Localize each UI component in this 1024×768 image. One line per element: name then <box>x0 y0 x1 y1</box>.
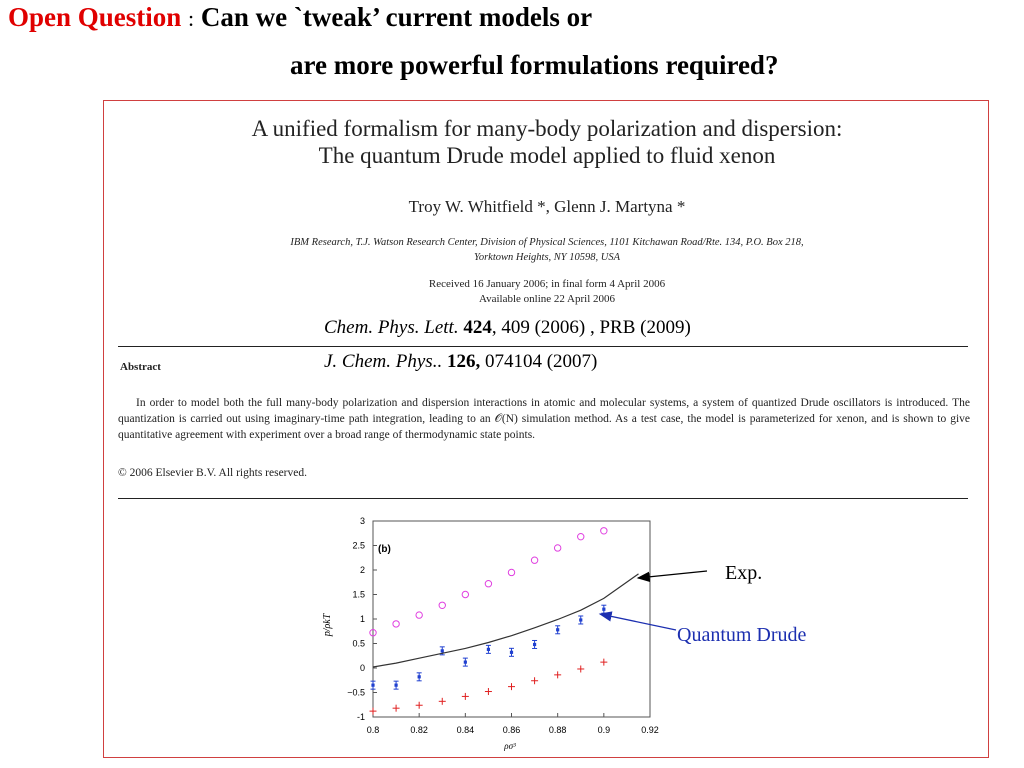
x-tick-label: 0.92 <box>641 725 659 735</box>
x-tick-label: 0.82 <box>410 725 428 735</box>
affiliation-line2: Yorktown Heights, NY 10598, USA <box>473 252 621 263</box>
point-dot <box>464 661 467 664</box>
received-line1: Received 16 January 2006; in final form 4 April 2006 <box>428 278 666 290</box>
title-colon: : <box>188 6 195 31</box>
x-tick-label: 0.8 <box>366 725 380 735</box>
citation1-journal: Chem. Phys. Lett. <box>324 317 459 338</box>
exp-annotation: Exp. <box>725 562 763 584</box>
y-tick-label: 0.5 <box>352 638 365 649</box>
abstract-text: In order to model both the full many-body polarization and dispersion interactions in atomic and molecular systems, a system of quantized Drude oscillators is introduced. The quantization is carried out using imaginary-time path integration, leading to an 𝒪(N) simulation method. As a test case, the model is parameterized for xenon, and is shown to give quantitative agreement with experiment over a broad range of thermodynamic state points. <box>118 397 970 441</box>
y-axis-label: p/ρkT <box>322 613 333 637</box>
x-tick-label: 0.84 <box>456 725 475 735</box>
y-tick-label: 0 <box>359 663 365 673</box>
y-tick-label: −0.5 <box>347 687 365 698</box>
copyright-line: © 2006 Elsevier B.V. All rights reserved. <box>118 467 307 479</box>
y-tick-label: 1 <box>359 614 365 624</box>
y-tick-label: 2 <box>359 565 365 575</box>
point-dot <box>394 684 397 687</box>
panel-label: (b) <box>378 544 391 555</box>
citation2-volume: 126, <box>446 351 481 372</box>
x-axis-label: ρσ³ <box>504 741 516 751</box>
citation1-volume: 424 <box>463 317 492 338</box>
point-dot <box>487 648 490 651</box>
x-tick-label: 0.88 <box>548 725 567 735</box>
point-dot <box>579 618 582 621</box>
x-tick-label: 0.9 <box>597 725 611 735</box>
open-question-label: Open Question <box>8 2 182 32</box>
point-dot <box>418 675 421 678</box>
quantum-drude-annotation: Quantum Drude <box>677 624 807 646</box>
citation2-journal: J. Chem. Phys.. <box>324 351 443 372</box>
abstract-heading: Abstract <box>120 361 161 373</box>
y-tick-label: -1 <box>356 712 365 722</box>
citation1-prb: PRB (2009) <box>599 317 691 338</box>
y-tick-label: 1.5 <box>352 589 365 600</box>
point-dot <box>533 643 536 646</box>
point-dot <box>510 651 513 654</box>
paper-title-line1: A unified formalism for many-body polarization and dispersion: <box>251 116 843 141</box>
paper-authors: Troy W. Whitfield *, Glenn J. Martyna * <box>408 197 686 216</box>
point-dot <box>602 608 605 611</box>
y-tick-label: 3 <box>359 516 365 526</box>
point-dot <box>441 649 444 652</box>
citation2-pages: 074104 (2007) <box>480 351 598 372</box>
affiliation-line1: IBM Research, T.J. Watson Research Center, Division of Physical Sciences, 1101 Kitchawan Road/Rte. 134, P.O. Box 218, <box>290 237 804 248</box>
point-dot <box>371 684 374 687</box>
citation1-pages: , 409 (2006) <box>491 317 586 338</box>
point-dot <box>556 628 559 631</box>
slide-title-line2: are more powerful formulations required? <box>290 50 779 80</box>
received-line2: Available online 22 April 2006 <box>478 293 616 305</box>
x-tick-label: 0.86 <box>502 725 521 735</box>
citation1-sep: , <box>585 317 600 338</box>
paper-title-line2: The quantum Drude model applied to fluid xenon <box>318 143 776 168</box>
y-tick-label: 2.5 <box>352 540 365 551</box>
title-question: Can we `tweak’ current models or <box>200 2 593 32</box>
